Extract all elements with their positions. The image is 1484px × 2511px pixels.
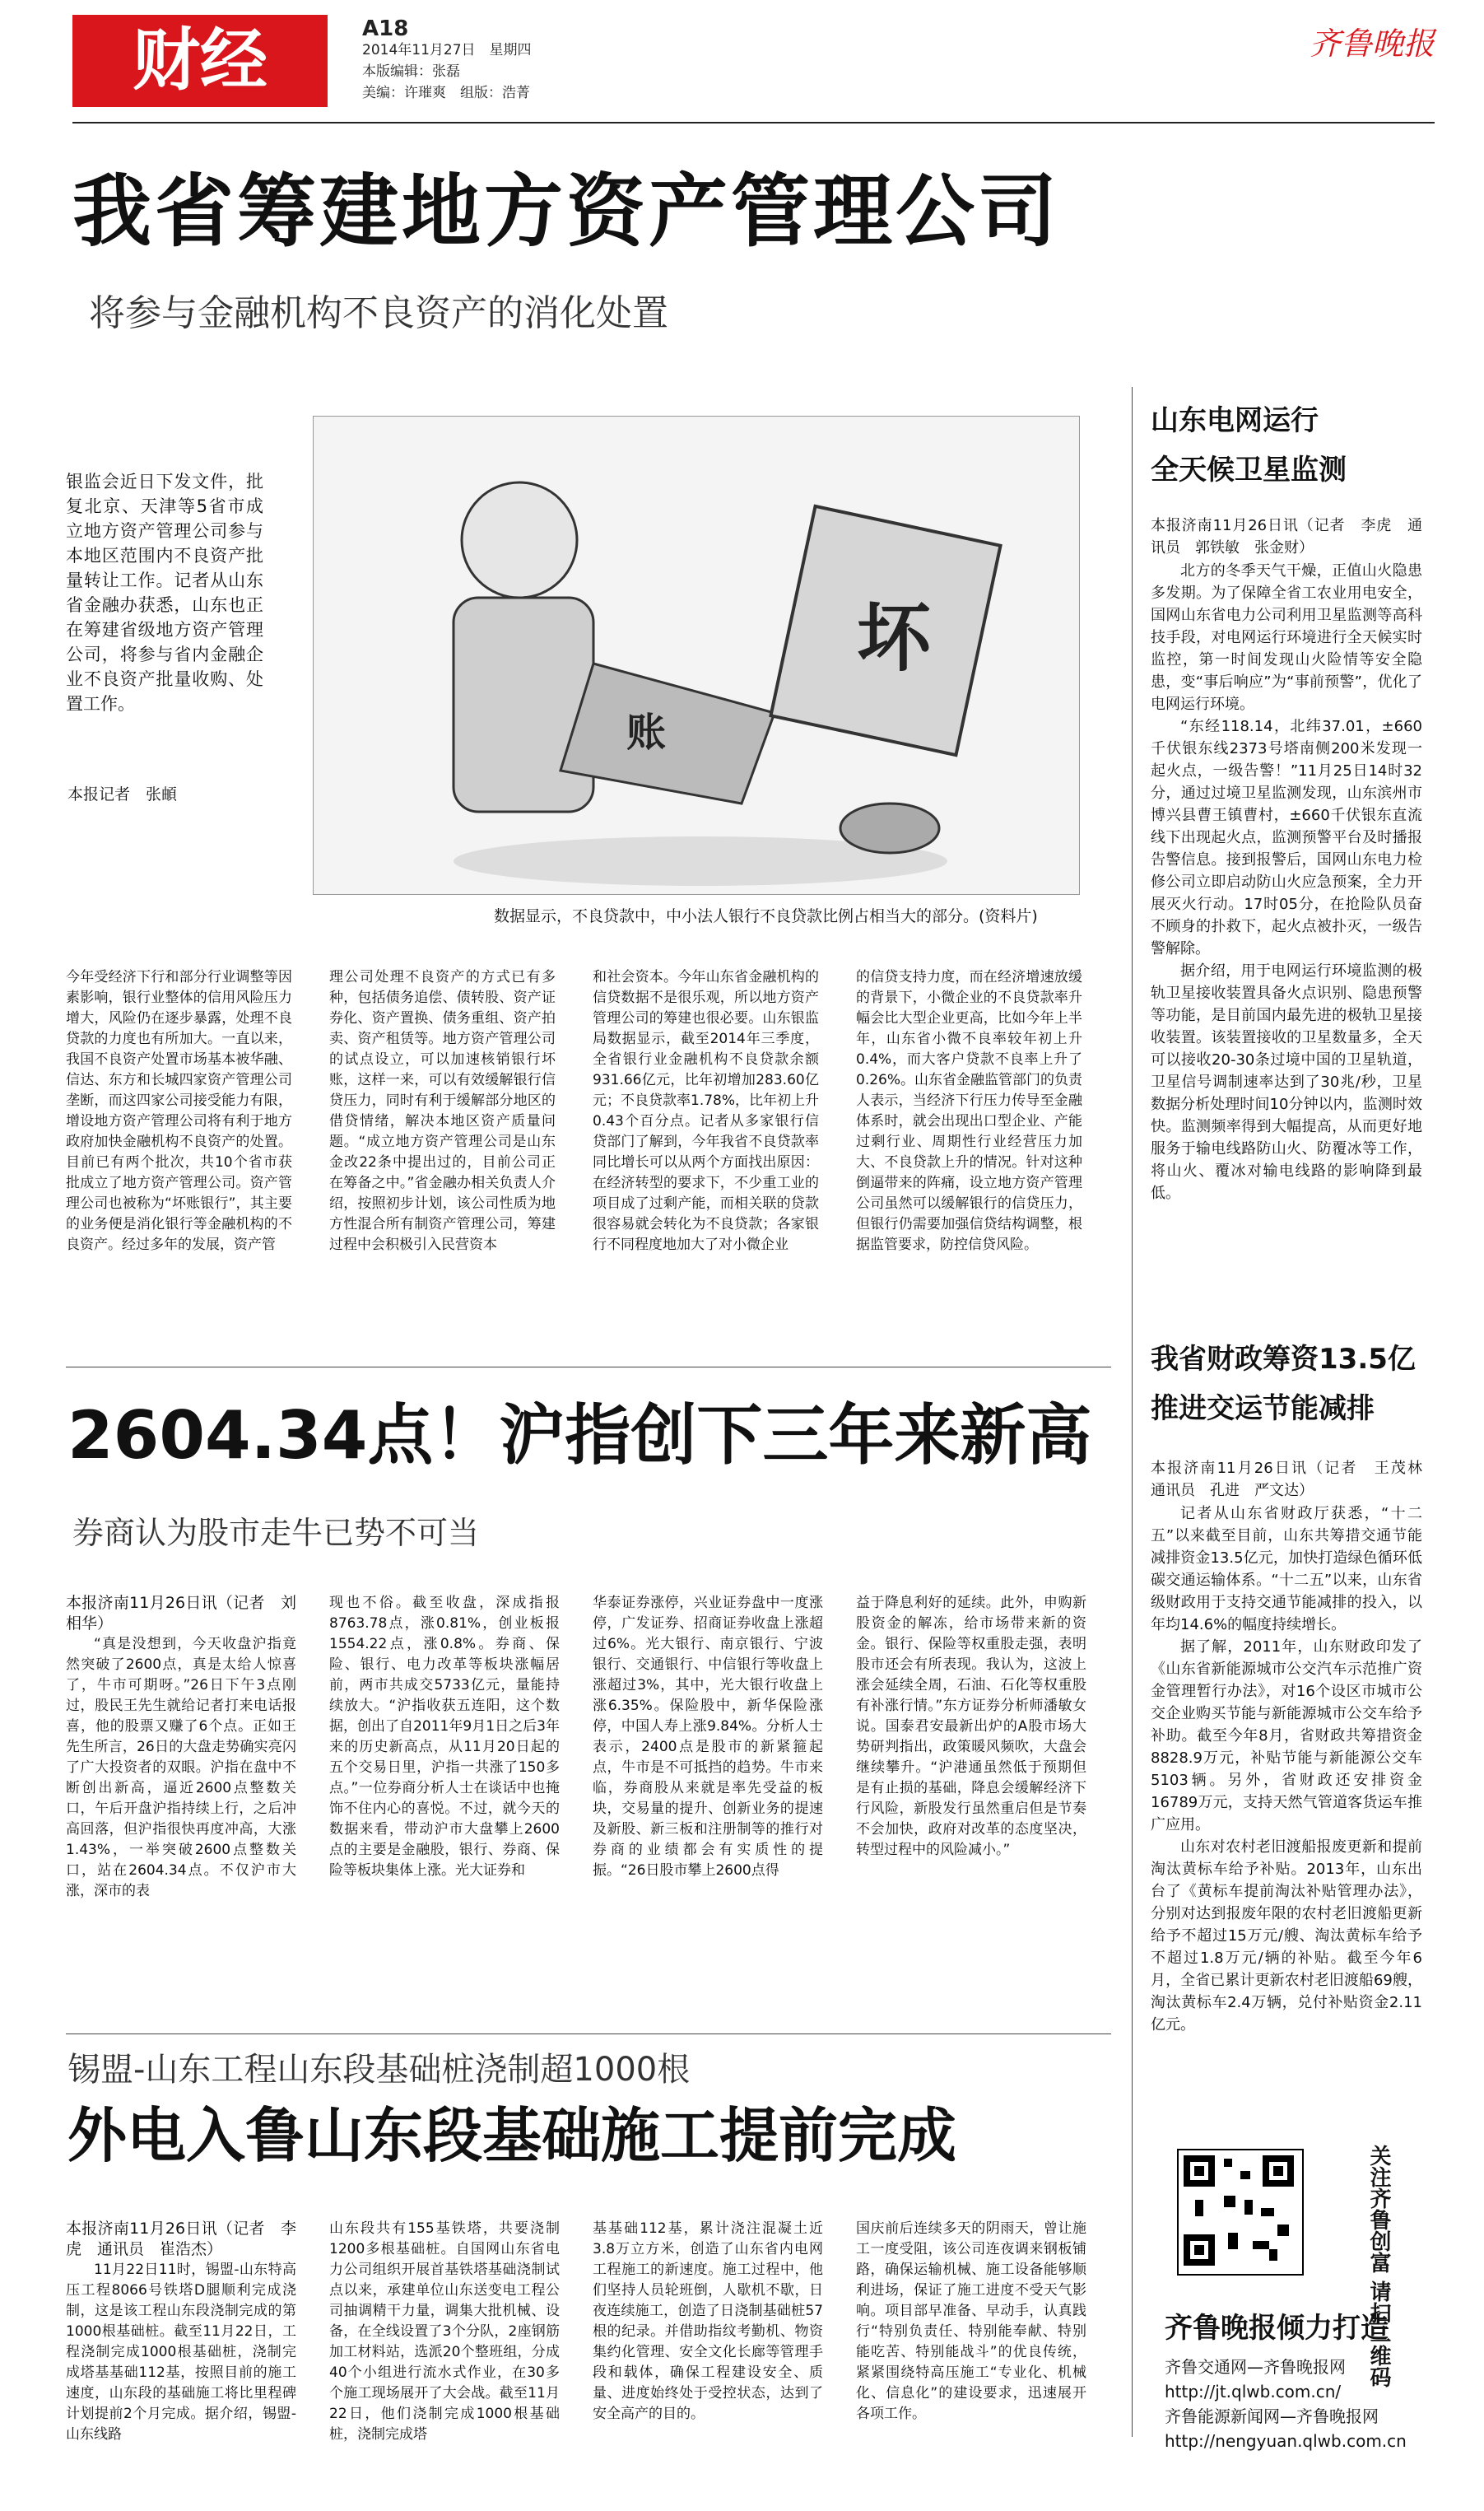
sidebar-top-para: 北方的冬季天气干燥，正值山火隐患多发期。为了保障全省工农业用电安全，国网山东省电力公司利用卫星监测等高科技手段，对电网运行环境进行全天候实时监控，第一时间发现山火险情等安全隐患，变“事后响应”为“事前预警”，优化了电网运行环境。 bbox=[1151, 562, 1422, 713]
qr-code-icon[interactable] bbox=[1177, 2149, 1304, 2276]
sidebar-mid-headline-1: 我省财政筹资13.5亿 bbox=[1151, 1343, 1416, 1376]
story3-col-3: 基基础112基，累计浇注混凝土近3.8万立方米，创造了山东省内电网工程施工的新速度。施工过程中，他们坚持人员轮班倒，人歇机不歇，日夜连续施工，创造了日浇制基础桩57根的纪录。并借助指纹考勤机、物资集约化管理、安全文化长廊等管理手段和载体，确保工程建设安全、质量、进度始终处于受控状态，达到了安全高产的目的。 bbox=[593, 2220, 823, 2422]
lead-subhead: 将参与金融机构不良资产的消化处置 bbox=[89, 292, 668, 334]
qr-prompt: 关注齐鲁创富 请扫二维码 bbox=[1366, 2145, 1391, 2388]
sidebar-mid-byline: 本报济南11月26日讯（记者 王茂林 通讯员 孔进 严文达） bbox=[1151, 1460, 1437, 1499]
promo-links bbox=[1165, 2355, 1444, 2453]
debt-label-icon: 账 bbox=[626, 710, 667, 756]
sidebar-top-headline-2: 全天候卫星监测 bbox=[1151, 454, 1347, 487]
cartoon-image bbox=[313, 416, 1080, 895]
section-logo: 财经 bbox=[72, 15, 328, 107]
site-name-2: 齐鲁能源新闻网—齐鲁晚报网 bbox=[1165, 2406, 1379, 2426]
page-number: A18 bbox=[362, 16, 409, 41]
sidebar-mid-para: 记者从山东省财政厅获悉，“十二五”以来截至目前，山东共筹措交通节能减排资金13.5亿元，加快打造绿色循环低碳交通运输体系。“十二五”以来，山东省级财政用于支持交通节能减排的投入，以年均14.6%的幅度持续增长。 bbox=[1151, 1505, 1422, 1633]
design-credit: 美编：许璀爽 组版：浩菁 bbox=[362, 85, 530, 101]
issue-date: 2014年11月27日 星期四 bbox=[362, 42, 532, 58]
paper-brand: 齐鲁晚报 bbox=[1309, 26, 1435, 62]
masthead-meta bbox=[362, 18, 532, 104]
story3-headline: 外电入鲁山东段基础施工提前完成 bbox=[67, 2101, 957, 2170]
lead-byline: 本报记者 张頔 bbox=[67, 785, 178, 804]
story2-col-4: 益于降息利好的延续。此外，申购新股资金的解冻，给市场带来新的资金。银行、保险等权重股走强，表明股市还会有所表现。我认为，这波上涨会延续全周，石油、石化等权重股有补涨行情。”东方证券分析师潘敏女说。国泰君安最新出炉的A股市场大势研判指出，政策暖风频吹，大盘会继续攀升。“沪港通虽然低于预期但是有止损的基础，降息会缓解经济下行风险，新股发行虽然重启但是节奏不会加快，政府对改革的态度坚决，转型过程中的风险减小。” bbox=[856, 1595, 1086, 1858]
story3-col-1 bbox=[66, 2219, 296, 2445]
site-url-1[interactable]: http://jt.qlwb.com.cn/ bbox=[1165, 2382, 1342, 2402]
sidebar-mid-para: 山东对农村老旧渡船报废更新和提前淘汰黄标车给予补贴。2013年，山东出台了《黄标车提前淘汰补贴管理办法》，分别对达到报废年限的农村老旧渡船更新给予不超过15万元/艘、淘汰黄标车给予不超过1.8万元/辆的补贴。截至今年6月，全省已累计更新农村老旧渡船69艘，淘汰黄标车2.4万辆，兑付补贴资金2.11亿元。 bbox=[1151, 1838, 1422, 2033]
sidebar-divider bbox=[1132, 387, 1133, 2437]
story2-subhead: 券商认为股市走牛已势不可当 bbox=[72, 1515, 480, 1551]
story3-byline: 本报济南11月26日讯（记者 李虎 通讯员 崔浩杰） bbox=[66, 2220, 296, 2258]
story3-text: 11月22日11时，锡盟-山东特高压工程8066号铁塔D腿顺利完成浇制，这是该工程山东段浇制完成的第1000根基础桩。截至11月22日，工程浇制完成1000根基础桩，浇制完成塔基基础112基，按照目前的施工速度，山东段的基础施工将比里程碑计划提前2个月完成。据介绍，锡盟-山东线路 bbox=[66, 2262, 296, 2443]
masthead bbox=[72, 15, 336, 114]
editor-credit: 本版编辑：张磊 bbox=[362, 63, 460, 80]
site-name-1: 齐鲁交通网—齐鲁晚报网 bbox=[1165, 2357, 1346, 2377]
qr-pattern bbox=[1179, 2150, 1299, 2271]
sidebar-top-para: “东经118.14，北纬37.01，±660千伏银东线2373号塔南侧200米发现一起火点，一级告警！”11月25日14时32分，通过过境卫星监测发现，山东滨州市博兴县曹王镇曹村，±660千伏银东直流线下出现起火点，监测预警平台及时播报告警信息。接到报警后，国网山东电力检修公司立即启动防山火应急预案，全力开展灭火行动。17时05分，在抢险队员奋不顾身的扑救下，起火点被扑灭，一级告警解除。 bbox=[1151, 718, 1422, 957]
story3-kicker: 锡盟-山东工程山东段基础桩浇制超1000根 bbox=[67, 2051, 691, 2089]
sidebar-mid-headline-2: 推进交运节能减排 bbox=[1151, 1392, 1375, 1425]
lead-col-3: 和社会资本。今年山东省金融机构的信贷数据不是很乐观，所以地方资产管理公司的筹建也很必要。山东银监局数据显示，截至2014年三季度，全省银行业金融机构不良贷款余额931.66亿元，比年初增加283.60亿元；不良贷款率1.78%，比年初上升0.43个百分点。记者从多家银行信贷部门了解到，今年我省不良贷款率同比增长可以从两个方面找出原因：在经济转型的要求下，不少重工业的项目成了过剩产能，而相关联的贷款很容易就会转化为不良贷款；各家银行不同程度地加大了对小微企业 bbox=[593, 969, 820, 1253]
lead-col-2: 理公司处理不良资产的方式已有多种，包括债务追偿、债转股、资产证券化、资产置换、债务重组、资产拍卖、资产租赁等。地方资产管理公司的试点设立，可以加速核销银行坏账，这样一来，可以有效缓解银行信贷压力，同时有利于缓解部分地区的借贷情绪，解决本地区资产质量问题。“成立地方资产管理公司是山东金改22条中提出过的，目前公司正在筹备之中。”省金融办相关负责人介绍，按照初步计划，该公司性质为地方性混合所有制资产管理公司，筹建过程中会积极引入民营资本 bbox=[329, 969, 556, 1253]
promo-slogan: 齐鲁晚报倾力打造 bbox=[1165, 2312, 1389, 2345]
story3-col-4: 国庆前后连续多天的阴雨天，曾让施工一度受阻，该公司连夜调来钢板铺路，确保运输机械、施工设备能够顺利进场，保证了施工进度不受天气影响。项目部早准备、早动手，认真践行“特别负责任、特别能奉献、特别能吃苦、特别能战斗”的优良传统，紧紧围绕特高压施工“专业化、机械化、信息化”的建设要求，迅速展开各项工作。 bbox=[856, 2220, 1086, 2422]
bad-label-icon: 坏 bbox=[857, 595, 931, 682]
sidebar-top-byline: 本报济南11月26日讯（记者 李虎 通讯员 郭铁敏 张金财） bbox=[1151, 517, 1422, 557]
lead-col-4: 的信贷支持力度，而在经济增速放缓的背景下，小微企业的不良贷款率升幅会比大型企业更高，比如今年上半年，山东省小微不良率较年初上升0.4%，而大客户贷款不良率上升了0.26%。山东省金融监管部门的负责人表示，当经济下行压力传导至金融体系时，就会出现出口型企业、产能过剩行业、周期性行业经营压力加大、不良贷款上升的情况。针对这种倒逼带来的阵痛，设立地方资产管理公司虽然可以缓解银行的信贷压力，但银行仍需要加强信贷结构调整，根据监管要求，防控信贷风险。 bbox=[856, 969, 1083, 1253]
masthead-rule bbox=[72, 122, 1435, 123]
story3-col-2: 山东段共有155基铁塔，共要浇制1200多根基础桩。自国网山东省电力公司组织开展首基铁塔基础浇制试点以来，承建单位山东送变电工程公司抽调精干力量，调集大批机械、设备，在全线设置了3个分队，2座钢筋加工材料站，选派20个整班组，分成40个小组进行流水式作业，在30多个施工现场展开了大会战。截至11月22日，他们浇制完成1000根基础桩，浇制完成塔 bbox=[329, 2220, 560, 2443]
story2-col-1 bbox=[66, 1593, 296, 1902]
story2-text: “真是没想到，今天收盘沪指竟然突破了2600点，真是太给人惊喜了，牛市可期呀。”26日下午3点刚过，股民王先生就给记者打来电话报喜，他的股票又赚了6个点。正如王先生所言，26日的大盘走势确实亮闪了广大投资者的双眼。沪指在盘中不断创出新高，逼近2600点整数关口，午后开盘沪指持续上行，之后冲高回落，但沪指很快再度冲高，大涨1.43%，一举突破2600点整数关口，站在2604.34点。不仅沪市大涨，深市的表 bbox=[66, 1636, 296, 1899]
lead-headline: 我省筹建地方资产管理公司 bbox=[72, 165, 1060, 258]
sidebar-top-para: 据介绍，用于电网运行环境监测的极轨卫星接收装置具备火点识别、隐患预警等功能，是目前国内最先进的极轨卫星接收装置。该装置接收的卫星数量多，全天可以接收20-30条过境中国的卫星轨道，卫星信号调制速率达到了30兆/秒，卫星数据分析处理时间10分钟以内，监测时效快。监测频率得到大幅提高，从而更好地服务于输电线路防山火、防覆冰等工作，将山火、覆冰对输电线路的影响降到最低。 bbox=[1151, 962, 1422, 1202]
story2-col-3: 华泰证券涨停，兴业证券盘中一度涨停，广发证券、招商证券收盘上涨超过6%。光大银行、南京银行、宁波银行、交通银行、中信银行等收盘上涨超过3%，其中，光大银行收盘上涨6.35%。保险股中，新华保险涨停，中国人寿上涨9.84%。分析人士表示，2400点是股市的新紧箍起点，牛市是不可抵挡的趋势。牛市来临，券商股从来就是率先受益的板块，交易量的提升、创新业务的提速及新股、新三板和注册制等的推行对券商的业绩都会有实质性的提振。“26日股市攀上2600点得 bbox=[593, 1595, 823, 1879]
sidebar-mid-body bbox=[1151, 1502, 1422, 2036]
sidebar-mid-para: 据了解，2011年，山东财政印发了《山东省新能源城市公交汽车示范推广资金管理暂行办法》，对16个设区市城市公交企业购买节能与新能源城市公交车给予补助。截至今年8月，省财政共筹措资金8828.9万元，补贴节能与新能源公交车5103辆。另外，省财政还安排资金16789万元，支持天然气管道客货运车推广应用。 bbox=[1151, 1638, 1422, 1833]
story2-col-2: 现也不俗。截至收盘，深成指报8763.78点，涨0.81%，创业板报1554.22点，涨0.8%。券商、保险、银行、电力改革等板块涨幅居前，两市共成交5733亿元，量能持续放大。“沪指收获五连阳，这个数据，创出了自2011年9月1日之后3年来的历史新高点，从11月20日起的五个交易日里，沪指一共涨了150多点。”一位券商分析人士在谈话中也掩饰不住内心的喜悦。不过，就今天的数据来看，带动沪市大盘攀上2600点的主要是金融股，银行、券商、保险等板块集体上涨。光大证券和 bbox=[329, 1595, 560, 1879]
site-url-2[interactable]: http://nengyuan.qlwb.com.cn bbox=[1165, 2431, 1407, 2451]
story2-headline: 2604.34点！沪指创下三年来新高 bbox=[67, 1397, 1092, 1474]
sidebar-top-headline-1: 山东电网运行 bbox=[1151, 404, 1319, 437]
story2-byline: 本报济南11月26日讯（记者 刘相华） bbox=[66, 1594, 296, 1633]
lead-intro: 银监会近日下发文件，批复北京、天津等5省市成立地方资产管理公司参与本地区范围内不良资产批量转让工作。记者从山东省金融办获悉，山东也正在筹建省级地方资产管理公司，将参与省内金融企业不良资产批量收购、处置工作。 bbox=[66, 472, 263, 714]
sidebar-top-body bbox=[1151, 560, 1422, 1204]
cartoon-illustration bbox=[314, 417, 1079, 894]
lead-col-1: 今年受经济下行和部分行业调整等因素影响，银行业整体的信用风险压力增大，风险仍在逐步暴露，处理不良贷款的力度也有所加大。一直以来，我国不良资产处置市场基本被华融、信达、东方和长城四家资产管理公司垄断，而这四家公司接受能力有限，增设地方资产管理公司将有利于地方政府加快金融机构不良资产的处置。目前已有两个批次，共10个省市获批成立了地方资产管理公司。资产管理公司也被称为“坏账银行”，其主要的业务便是消化银行等金融机构的不良资产。经过多年的发展，资产管 bbox=[66, 969, 292, 1253]
story3-rule bbox=[66, 2033, 1111, 2034]
cartoon-caption: 数据显示，不良贷款中，中小法人银行不良贷款比例占相当大的部分。(资料片) bbox=[494, 907, 1038, 925]
